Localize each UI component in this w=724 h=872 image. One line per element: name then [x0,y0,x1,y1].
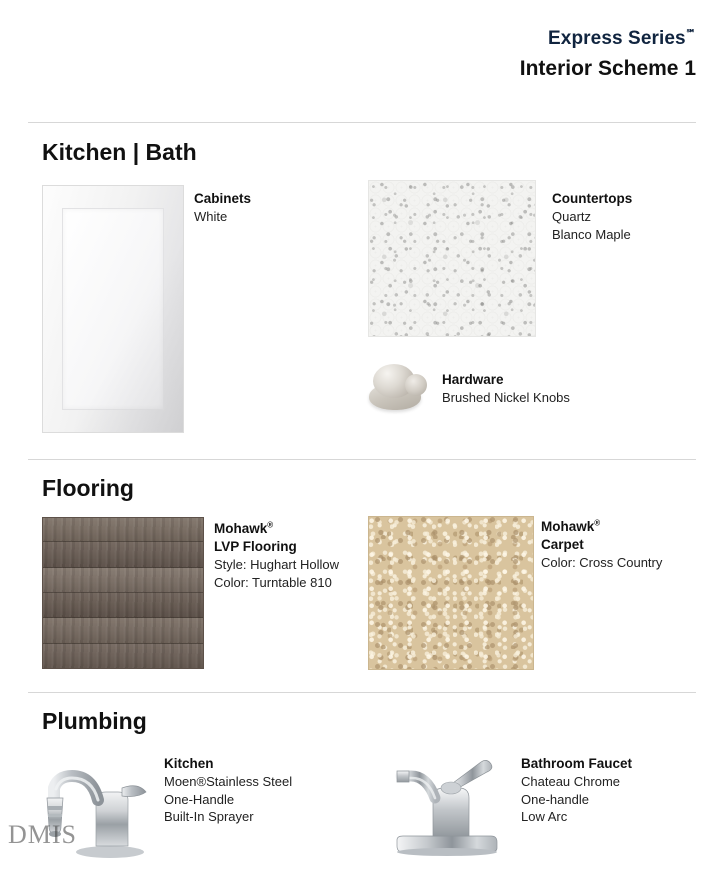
lvp-plank [43,568,203,593]
lvp-line-1: Style: Hughart Hollow [214,557,339,573]
divider-kitchen-bath [28,122,696,123]
watermark: DMIS [8,820,78,849]
cabinets-title: Cabinets [194,191,252,206]
kitchen-faucet-line-2: One-Handle [164,791,235,807]
lvp-plank [43,618,203,644]
service-mark: ℠ [685,28,696,40]
countertops-caption [552,190,632,243]
cabinet-knob-swatch [369,362,429,410]
bathroom-faucet-graphic [385,740,511,858]
lvp-product: LVP Flooring [214,539,297,555]
countertops-title: Countertops [552,191,633,206]
divider-plumbing [28,692,696,693]
carpet-product: Carpet [541,537,584,553]
registered-mark: ® [594,518,601,528]
bathroom-faucet-line-2: One-handle [521,791,589,807]
lvp-flooring-swatch [42,517,204,669]
countertops-line-1: Quartz [552,209,592,225]
bathroom-faucet-image [385,740,511,858]
kitchen-faucet-line-1: Moen®Stainless Steel [164,774,293,790]
knob-secondary-shape [405,374,427,396]
section-title-kitchen-bath: Kitchen | Bath [42,139,197,165]
cabinets-line-1: White [194,209,228,225]
section-title-plumbing: Plumbing [42,708,147,734]
lvp-plank [43,644,203,669]
countertops-line-2: Blanco Maple [552,226,631,242]
lvp-plank [43,518,203,542]
carpet-brand [541,518,662,536]
lvp-line-2: Color: Turntable 810 [214,574,332,590]
brand-title [520,28,696,50]
lvp-brand-text: Mohawk [214,521,268,536]
hardware-title: Hardware [442,372,504,387]
carpet-swatch [368,516,534,670]
divider-flooring [28,459,696,460]
scheme-title: Interior Scheme 1 [519,57,696,80]
lvp-caption [214,520,339,592]
kitchen-faucet-line-3: Built-In Sprayer [164,809,254,825]
carpet-brand-text: Mohawk [541,519,595,534]
lvp-plank [43,542,203,568]
lvp-plank [43,593,203,618]
carpet-line-1: Color: Cross Country [541,555,663,571]
hardware-line-1: Brushed Nickel Knobs [442,390,570,406]
carpet-caption [541,518,662,572]
cabinet-door-swatch [42,185,184,433]
cabinets-caption [194,190,251,226]
cabinet-door-panel [62,208,164,410]
hardware-caption [442,371,570,407]
bathroom-faucet-title: Bathroom Faucet [521,756,633,771]
brand-title-text: Express Series [548,28,686,49]
kitchen-faucet-caption [164,755,292,826]
kitchen-faucet-title: Kitchen [164,756,214,771]
document-header [520,28,696,81]
quartz-countertop-swatch [368,180,536,337]
bathroom-faucet-caption [521,755,632,826]
section-title-flooring: Flooring [42,475,134,501]
lvp-brand [214,520,339,538]
bathroom-faucet-line-3: Low Arc [521,809,568,825]
bathroom-faucet-line-1: Chateau Chrome [521,774,620,790]
registered-mark: ® [267,520,274,530]
